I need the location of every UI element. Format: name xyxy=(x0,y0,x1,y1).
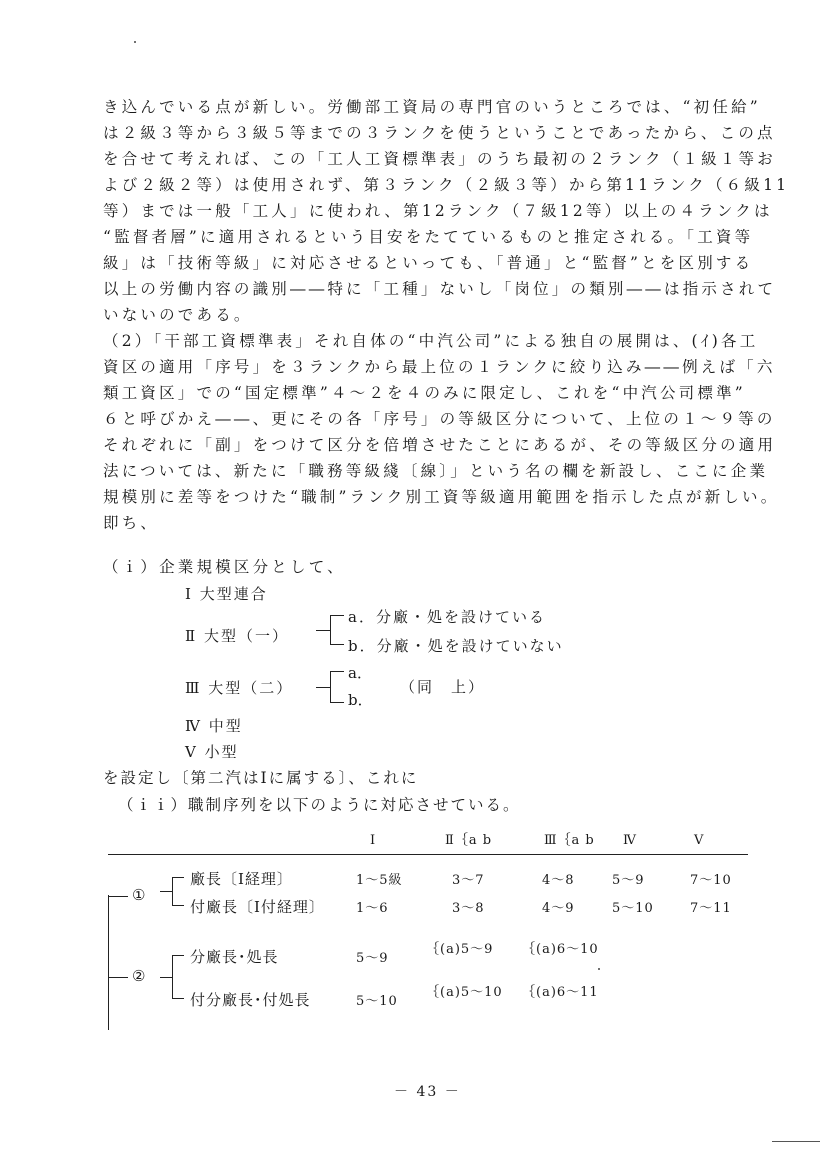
table-cell: 5～10 xyxy=(612,901,654,916)
paragraph-line: 即ち、 xyxy=(103,514,160,532)
table-cell: 1～5級 xyxy=(356,873,403,888)
row-label: 廠長〔Ⅰ経理〕 xyxy=(190,870,293,888)
scale-item-II-b: b．分廠・処を設けていない xyxy=(348,637,564,655)
row-label: 付分廠長･付処長 xyxy=(190,991,311,1009)
paragraph-line: 法については、新たに「職務等級綫〔線〕」という名の欄を新設し、ここに企業 xyxy=(103,462,769,480)
scale-item-III: Ⅲ 大型（二） xyxy=(185,679,294,697)
table-cell: 5～10 xyxy=(356,994,398,1009)
paragraph-line: 級」は「技術等級」に対応させるといっても、「普通」と“監督”とを区別する xyxy=(103,254,754,272)
paragraph-line: 資区の適用「序号」を３ランクから最上位の１ランクに絞り込み――例えば「六 xyxy=(103,358,776,376)
table-header-III: Ⅲ｛a b xyxy=(544,833,595,848)
section-ii-heading: （ｉｉ）職制序列を以下のように対応させている。 xyxy=(118,796,521,814)
scale-item-IV: Ⅳ 中型 xyxy=(185,717,243,735)
scan-mark xyxy=(772,1141,820,1142)
scan-speck xyxy=(598,968,600,970)
group2-marker: ② xyxy=(132,967,146,985)
table-header-I: Ⅰ xyxy=(370,833,377,848)
paragraph-line: それぞれに「副」をつけて区分を倍増させたことにあるが、その等級区分の適用 xyxy=(103,436,777,454)
paragraph-line: （2）「干部工資標準表」それ自体の“中汽公司”による独自の展開は、(ｲ)各工 xyxy=(103,332,759,350)
scale-item-III-same: （同 上） xyxy=(400,678,486,696)
group1-connector xyxy=(108,896,128,897)
table-cell: 5～9 xyxy=(356,951,389,966)
paragraph-line: 等）までは一般「工人」に使われ、第12ランク（７級12等）以上の４ランクは xyxy=(103,202,773,220)
table-cell: ｛(a)5～9 xyxy=(426,942,494,957)
table-cell: 4～8 xyxy=(542,873,575,888)
scale-item-III-a: a． xyxy=(348,664,372,682)
scale-item-I: Ⅰ 大型連合 xyxy=(185,585,268,603)
page-number: － 43 － xyxy=(394,1084,461,1100)
table-cell: 7～11 xyxy=(690,901,732,916)
table-cell: 3～8 xyxy=(452,901,485,916)
table-cell: 1～6 xyxy=(356,901,389,916)
paragraph-line: 規模別に差等をつけた“職制”ランク別工資等級適用範囲を指示した点が新しい。 xyxy=(103,488,780,506)
table-header-IV: Ⅳ xyxy=(623,833,637,848)
table-header-rule xyxy=(108,854,748,855)
table-cell: 7～10 xyxy=(690,873,732,888)
table-header-II: Ⅱ｛a b xyxy=(445,833,493,848)
table-cell: 4～9 xyxy=(542,901,575,916)
scale-item-III-b: b． xyxy=(348,691,373,709)
scale-item-V: Ⅴ 小型 xyxy=(185,743,239,761)
table-header-V: Ⅴ xyxy=(694,833,705,848)
section-i-heading: （ｉ）企業規模区分として、 xyxy=(103,558,346,576)
group1-marker: ① xyxy=(132,886,146,904)
scale-item-II-a: a．分廠・処を設けている xyxy=(348,608,546,626)
row-label: 分廠長･処長 xyxy=(190,948,279,966)
paragraph-line: 類工資区」での“国定標準”４～２を４のみに限定し、これを“中汽公司標準” xyxy=(103,384,746,402)
group2-connector xyxy=(108,977,128,978)
table-cell: 5～9 xyxy=(612,873,645,888)
setting-line: を設定し〔第二汽はⅠに属する〕、これに xyxy=(103,769,419,787)
paragraph-line: は２級３等から３級５等までの３ランクを使うということであったから、この点 xyxy=(103,124,776,142)
paragraph-line: き込んでいる点が新しい。労働部工資局の専門官のいうところでは、“初任給” xyxy=(103,98,761,116)
table-cell: ｛(a)6～10 xyxy=(522,942,599,957)
paragraph-line: を合せて考えれば、この「工人工資標準表」のうち最初の２ランク（１級１等お xyxy=(103,150,776,168)
paragraph-line: いないのである。 xyxy=(103,306,253,324)
table-cell: 3～7 xyxy=(452,873,485,888)
paragraph-line: “監督者層”に適用されるという目安をたてているものと推定される。「工資等 xyxy=(103,228,754,246)
row-label: 付廠長〔Ⅰ付経理〕 xyxy=(190,898,325,916)
scale-item-II: Ⅱ 大型（一） xyxy=(185,627,289,645)
paragraph-line: 以上の労働内容の識別――特に「工種」ないし「岗位」の類別――は指示されて xyxy=(103,280,777,298)
paragraph-line: よび２級２等）は使用されず、第３ランク（２級３等）から第11ランク（６級11 xyxy=(103,176,790,194)
paragraph-line: ６と呼びかえ――、更にその各「序号」の等級区分について、上位の１～９等の xyxy=(103,410,776,428)
scan-speck xyxy=(134,41,136,43)
table-cell: ｛(a)5～10 xyxy=(426,985,503,1000)
group-vertical-line xyxy=(108,895,109,1030)
table-cell: ｛(a)6～11 xyxy=(522,985,599,1000)
